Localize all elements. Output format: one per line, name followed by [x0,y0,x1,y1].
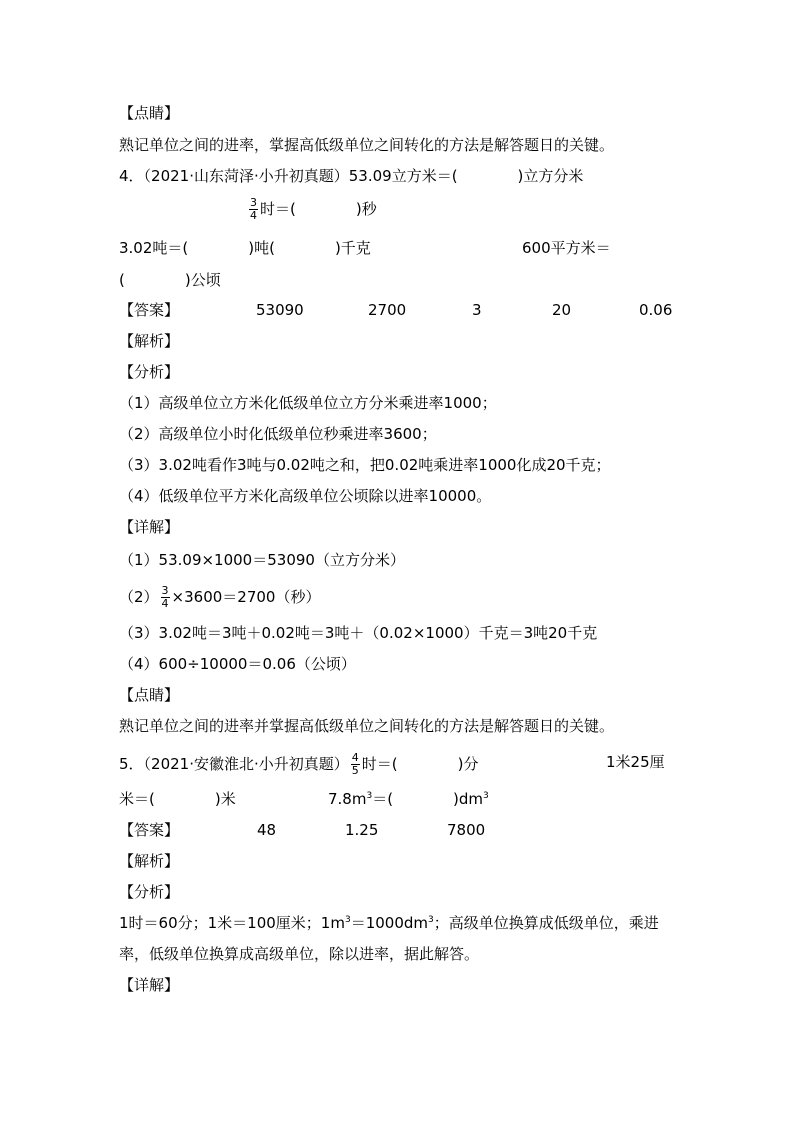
question-5-xiangjie-label: 【详解】 [119,976,180,994]
detail-step-1: （1）53.09×1000＝53090（立方分米） [119,551,405,569]
answer-value: 2700 [368,301,407,319]
question-4-line-2: $\frac{3}{4}$ 时＝( )秒 [250,196,377,222]
question-5-line-2a: 米＝( )米 [119,790,236,808]
section-label-dianjing-1: 【点睛】 [119,104,180,122]
analysis-item: （3）3.02吨看作3吨与0.02吨之和，把0.02吨乘进率1000化成20千克； [119,456,611,474]
answer-value: 53090 [256,301,304,319]
question-4-jiexi-label: 【解析】 [119,332,180,350]
fraction-three-quarters: $\frac{3}{4}$ [250,196,257,222]
answer-value: 20 [552,301,572,319]
question-4-answer-label: 【答案】 [119,301,180,319]
question-4-dianjing-label: 【点睛】 [119,686,180,704]
detail-step-3: （3）3.02吨＝3吨＋0.02吨＝3吨＋（0.02×1000）千克＝3吨20千克 [119,624,598,642]
question-5-jiexi-label: 【解析】 [119,852,180,870]
answer-value: 7800 [447,821,486,839]
fraction-four-fifths: $\frac{4}{5}$ [351,751,359,777]
question-4-line-3a: 3.02吨＝( )吨( )千克 [119,239,371,257]
answer-value: 3 [472,301,482,319]
question-5-answer-label: 【答案】 [119,821,180,839]
question-4-xiangjie-label: 【详解】 [119,518,180,536]
question-5-line-2b: $7.8m^3=$( )$dm^3$ [328,790,489,808]
question-5-analysis-line-1: 1时＝60分；1米＝100厘米；$1m^3=1000dm^3$；高级单位换算成低级单位，乘进 [119,914,659,932]
key-point-text-1: 熟记单位之间的进率，掌握高低级单位之间转化的方法是解答题日的关键。 [119,136,615,154]
answer-value: 1.25 [345,821,379,839]
detail-step-2: （2） $\frac{3}{4}$ ×3600＝2700（秒） [119,584,321,610]
detail-step-4: （4）600÷10000＝0.06（公顷） [119,655,356,673]
question-5-line-1-right: 1米25厘 [606,753,665,771]
answer-value: 48 [257,821,277,839]
analysis-item: （1）高级单位立方米化低级单位立方分米乘进率1000； [119,394,497,412]
key-point-text-2: 熟记单位之间的进率并掌握高低级单位之间转化的方法是解答题日的关键。 [119,717,615,735]
question-4-line-3b: 600平方米＝ [522,239,611,257]
answer-value: 0.06 [639,301,673,319]
analysis-item: （4）低级单位平方米化高级单位公顷除以进率10000。 [119,487,492,505]
question-5-fenxi-label: 【分析】 [119,883,180,901]
question-4-line-1: 4．（2021·山东菏泽·小升初真题）53.09立方米＝( )立方分米 [119,167,584,185]
question-4-line-4: ( )公顷 [119,271,221,289]
fraction-three-quarters: $\frac{3}{4}$ [161,584,169,610]
question-4-fenxi-label: 【分析】 [119,363,180,381]
question-5-line-1: 5．（2021·安徽淮北·小升初真题） $\frac{4}{5}$ 时＝( )分 [119,751,479,777]
question-5-analysis-line-2: 率，低级单位换算成高级单位，除以进率，据此解答。 [119,945,480,963]
analysis-item: （2）高级单位小时化低级单位秒乘进率3600； [119,425,437,443]
